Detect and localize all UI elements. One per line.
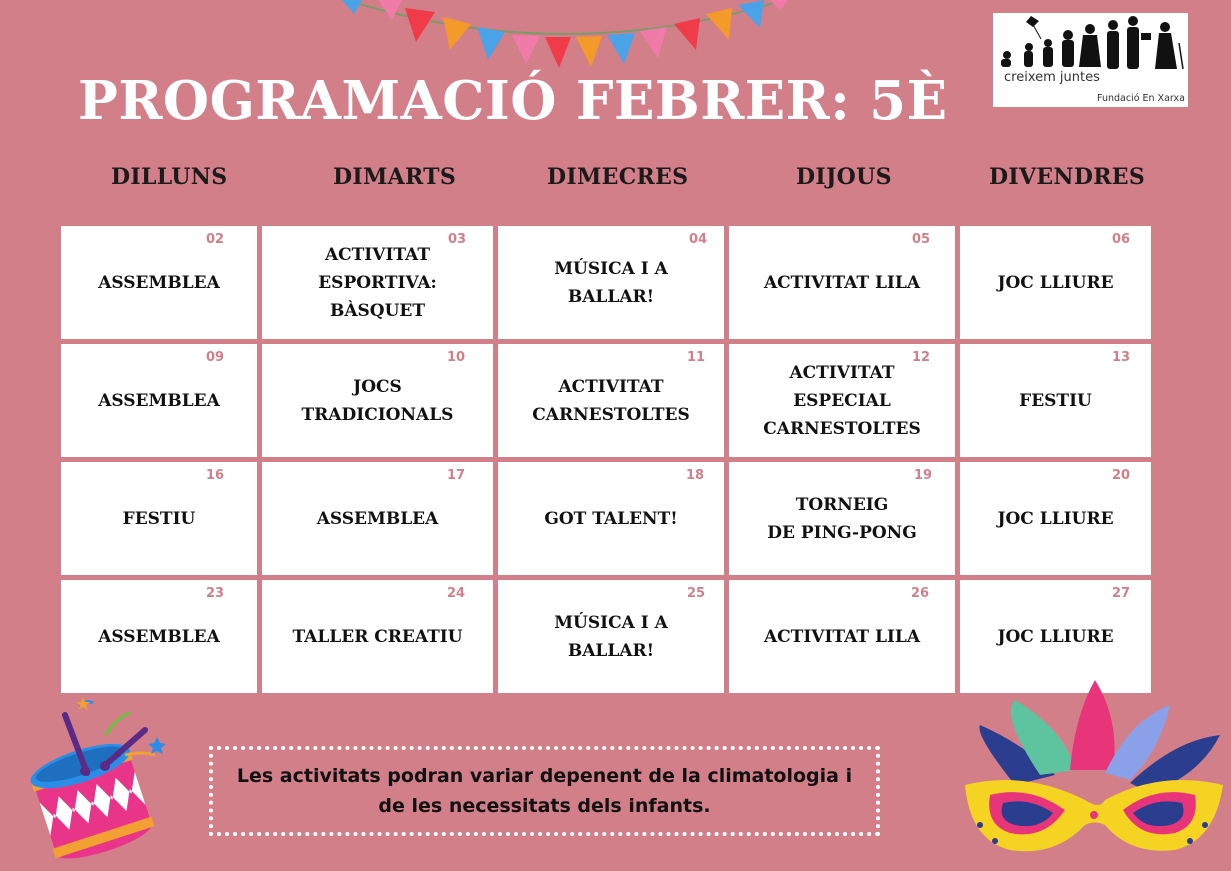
calendar-cell [498,344,724,457]
disclaimer-note: Les activitats podran variar depenent de la climatologia i de les necessitats dels infants. [209,746,880,836]
cell-activity: JOC LLIURE [997,508,1114,529]
carnival-mask-icon [955,675,1231,871]
calendar-cell [498,226,724,339]
day-header-thursday: DIJOUS [796,164,892,190]
calendar-cell [262,344,493,457]
day-header-tuesday: DIMARTS [333,164,457,190]
cell-date: 26 [911,586,930,601]
day-header-monday: DILLUNS [111,164,228,190]
cell-activity: JOCS TRADICIONALS [301,376,454,425]
cell-date: 27 [1112,586,1131,601]
cell-date: 13 [1112,350,1131,365]
logo-tagline: creixem juntes [1004,70,1100,85]
cell-activity: ACTIVITAT ESPORTIVA: BÀSQUET [318,244,437,321]
calendar-cell [960,344,1151,457]
cell-date: 02 [206,232,225,247]
cell-activity: ASSEMBLEA [98,626,220,647]
calendar-cell [960,462,1151,575]
calendar-cell [262,462,493,575]
cell-date: 03 [448,232,467,247]
calendar-cell [729,580,955,693]
calendar-cell [498,580,724,693]
cell-date: 25 [687,586,706,601]
cell-date: 24 [447,586,466,601]
calendar-cell [729,344,955,457]
cell-activity: ACTIVITAT LILA [763,626,921,647]
drum-icon [25,695,175,860]
calendar-cell [61,580,257,693]
day-header-wednesday: DIMECRES [547,164,689,190]
cell-activity: ACTIVITAT ESPECIAL CARNESTOLTES [763,362,921,439]
cell-activity: ASSEMBLEA [98,390,220,411]
cell-activity: FESTIU [1019,390,1092,411]
cell-activity: JOC LLIURE [997,626,1114,647]
calendar-cell [960,226,1151,339]
calendar-cell [262,580,493,693]
cell-date: 09 [206,350,225,365]
foundation-logo [993,13,1188,107]
cell-date: 19 [914,468,933,483]
cell-activity: JOC LLIURE [997,272,1114,293]
calendar-cell [61,226,257,339]
calendar-cell [498,462,724,575]
cell-date: 06 [1112,232,1131,247]
cell-activity: ASSEMBLEA [316,508,439,529]
cell-date: 16 [206,468,225,483]
cell-date: 17 [447,468,466,483]
cell-date: 18 [686,468,705,483]
cell-date: 20 [1112,468,1131,483]
cell-activity: MÚSICA I A BALLAR! [554,258,668,307]
cell-activity: FESTIU [122,508,196,529]
cell-activity: MÚSICA I A BALLAR! [554,612,668,661]
cell-activity: TORNEIG DE PING-PONG [767,494,917,543]
page-title: PROGRAMACIÓ FEBRER: 5È [78,70,948,132]
cell-date: 12 [912,350,931,365]
cell-date: 04 [689,232,708,247]
cell-activity: ACTIVITAT CARNESTOLTES [532,376,690,425]
calendar-cell [729,226,955,339]
calendar-cell [729,462,955,575]
calendar-cell [262,226,493,339]
cell-activity: ACTIVITAT LILA [763,272,921,293]
day-header-friday: DIVENDRES [989,164,1146,190]
calendar-cell [61,344,257,457]
cell-date: 23 [206,586,225,601]
cell-activity: GOT TALENT! [544,508,678,529]
logo-foundation-name: Fundació En Xarxa [1097,93,1186,104]
cell-activity: ASSEMBLEA [98,272,220,293]
cell-date: 10 [447,350,466,365]
cell-activity: TALLER CREATIU [292,626,463,647]
calendar-cell [61,462,257,575]
cell-date: 11 [687,350,706,365]
cell-date: 05 [912,232,931,247]
bunting-decoration [340,0,790,75]
